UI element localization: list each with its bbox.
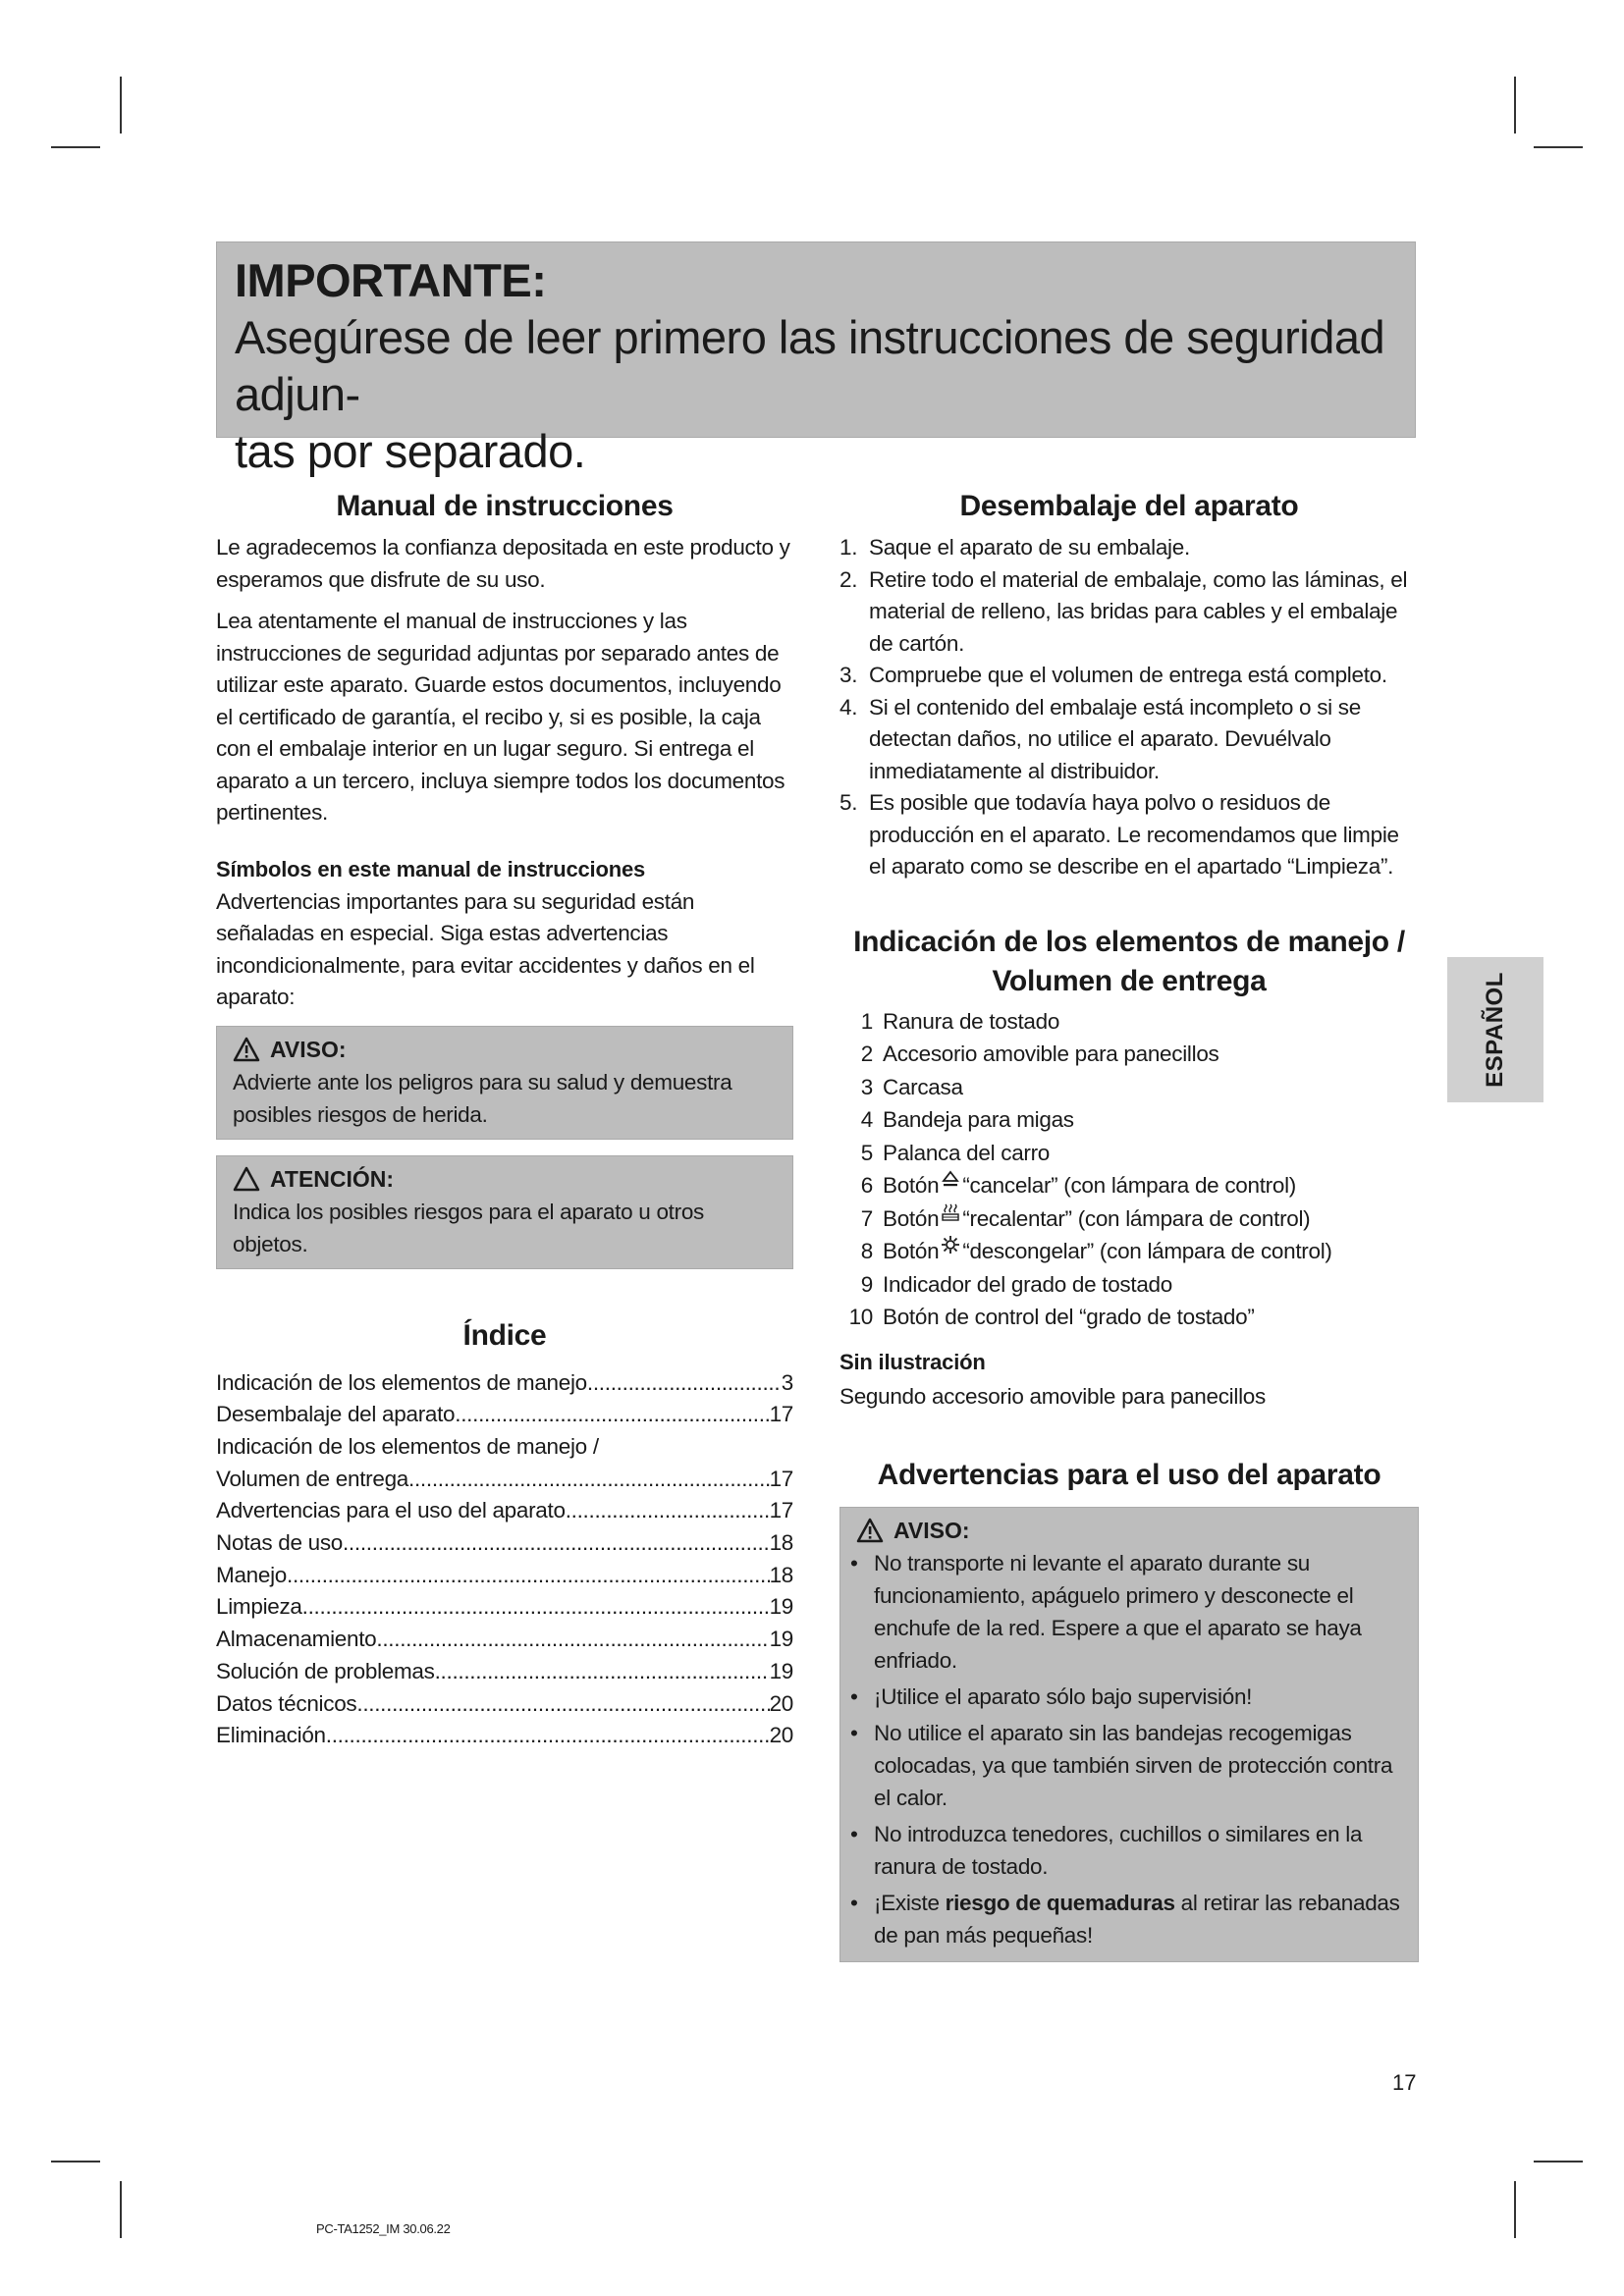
toc-row[interactable]: Solución de problemas ..... 19 xyxy=(216,1656,793,1688)
crop-mark xyxy=(1534,146,1583,148)
toc-row[interactable]: Datos técnicos ..... 20 xyxy=(216,1688,793,1721)
warnings-box xyxy=(839,1507,1419,1962)
crop-mark xyxy=(120,2181,122,2238)
footer-code: PC-TA1252_IM 30.06.22 xyxy=(316,2221,451,2236)
list-item: 3. Compruebe que el volumen de entrega está completo. xyxy=(839,663,1387,687)
elements-list xyxy=(839,1005,1419,1334)
left-column xyxy=(216,487,793,1752)
symbols-heading: Símbolos en este manual de instrucciones xyxy=(216,856,646,881)
crop-mark xyxy=(120,77,122,133)
crop-mark xyxy=(1514,2181,1516,2238)
index-heading: Índice xyxy=(462,1318,547,1352)
caution-triangle-icon xyxy=(233,1166,260,1192)
toc-row[interactable]: Indicación de los elementos de manejo ..... 3 xyxy=(216,1367,793,1400)
list-item: • No utilice el aparato sin las bandejas recogemigas colocadas, ya que también sirven de protección contra el calor. xyxy=(850,1721,1393,1810)
list-item: • No transporte ni levante el aparato durante su funcionamiento, apáguelo primero y desconecte el enchufe de la red. Espere a que el aparato se haya enfriado. xyxy=(850,1551,1362,1673)
symbols-text: Advertencias importantes para su seguridad están señaladas en especial. Siga estas advertencias incondicionalmente, para evitar accidentes y daños en el aparato: xyxy=(216,888,755,1009)
toc-row[interactable]: Eliminación ..... 20 xyxy=(216,1720,793,1752)
manual-heading: Manual de instrucciones xyxy=(336,490,674,522)
important-banner xyxy=(216,241,1416,477)
language-tab xyxy=(1447,957,1543,1102)
aviso-text: Advierte ante los peligros para su salud y demuestra posibles riesgos de herida. xyxy=(233,1069,732,1127)
crop-mark xyxy=(1514,77,1516,133)
index-list xyxy=(216,1367,793,1752)
reheat-icon xyxy=(941,1202,960,1222)
no-illustration-text: Segundo accesorio amovible para panecillos xyxy=(839,1383,1266,1409)
aviso-title: AVISO: xyxy=(270,1036,347,1062)
list-item: 1. Saque el aparato de su embalaje. xyxy=(839,535,1190,560)
banner-line-1: Asegúrese de leer primero las instrucciones de seguridad adjun- xyxy=(235,311,1385,420)
warnings-aviso-title: AVISO: xyxy=(893,1518,970,1543)
list-item: 8 Botón “descongelar” (con lámpara de control) xyxy=(839,1235,1419,1268)
crop-mark xyxy=(1534,2161,1583,2163)
cancel-eject-icon xyxy=(941,1169,960,1189)
language-tab-label: ESPAÑOL xyxy=(1482,972,1509,1088)
atencion-box xyxy=(216,1155,793,1269)
warning-triangle-icon xyxy=(856,1518,884,1543)
elements-heading-line-1: Indicación de los elementos de manejo / xyxy=(853,925,1405,958)
list-item: 7 Botón “recalentar” (con lámpara de control) xyxy=(839,1202,1419,1236)
toc-wrap-line: Indicación de los elementos de manejo / xyxy=(216,1433,599,1459)
list-item: 9 Indicador del grado de tostado xyxy=(860,1271,1172,1297)
list-item: 4 Bandeja para migas xyxy=(860,1107,1074,1132)
atencion-title: ATENCIÓN: xyxy=(270,1165,395,1192)
list-item: 6 Botón “cancelar” (con lámpara de control) xyxy=(839,1169,1419,1202)
list-item: • ¡Utilice el aparato sólo bajo supervisión! xyxy=(850,1684,1253,1709)
banner-title: IMPORTANTE: xyxy=(235,254,547,306)
manual-body: Lea atentamente el manual de instrucciones y las instrucciones de seguridad adjuntas por separado antes de utilizar este aparato. Guarde estos documentos, incluyendo el certificado de garantía, el recibo y, si es posible, la caja con el embalaje interior en un lugar seguro. Si entrega el aparato a un tercero, incluya siempre todos los documentos pertinentes. xyxy=(216,609,785,825)
aviso-box xyxy=(216,1026,793,1140)
crop-mark xyxy=(51,146,100,148)
no-illustration-heading: Sin ilustración xyxy=(839,1349,986,1374)
list-item: 5 Palanca del carro xyxy=(860,1140,1051,1165)
list-item: • ¡Existe riesgo de quemaduras al retirar las rebanadas de pan más pequeñas! xyxy=(850,1891,1400,1948)
defrost-icon xyxy=(941,1235,960,1255)
page-number: 17 xyxy=(1392,2070,1417,2095)
toc-row[interactable]: Limpieza ..... 19 xyxy=(216,1591,793,1624)
list-item: 1 Ranura de tostado xyxy=(860,1008,1060,1034)
manual-intro: Le agradecemos la confianza depositada en este producto y esperamos que disfrute de su uso. xyxy=(216,535,790,592)
right-column xyxy=(839,487,1419,1962)
warnings-list xyxy=(850,1547,1408,1951)
list-item: 3 Carcasa xyxy=(860,1074,963,1099)
list-item: 2 Accesorio amovible para panecillos xyxy=(860,1041,1219,1066)
toc-row[interactable]: Volumen de entrega ..... 17 xyxy=(216,1464,793,1496)
warnings-heading: Advertencias para el uso del aparato xyxy=(877,1459,1381,1491)
unpack-heading: Desembalaje del aparato xyxy=(959,490,1299,522)
list-item: 2. Retire todo el material de embalaje, como las láminas, el material de relleno, las bridas para cables y el embalaje de cartón. xyxy=(839,566,1408,656)
toc-row[interactable]: Manejo ..... 18 xyxy=(216,1560,793,1592)
list-item: 5. Es posible que todavía haya polvo o residuos de producción en el aparato. Le recomendamos que limpie el aparato como se describe en el apartado “Limpieza”. xyxy=(839,790,1399,879)
toc-row[interactable]: Advertencias para el uso del aparato ..... 17 xyxy=(216,1495,793,1527)
toc-row[interactable]: Almacenamiento ..... 19 xyxy=(216,1624,793,1656)
elements-heading-line-2: Volumen de entrega xyxy=(992,964,1267,997)
warning-triangle-icon xyxy=(233,1037,260,1062)
toc-row[interactable]: Notas de uso ..... 18 xyxy=(216,1527,793,1560)
list-item: 4. Si el contenido del embalaje está incompleto o si se detectan daños, no utilice el aparato. Devuélvalo inmediatamente al distribuidor. xyxy=(839,694,1361,783)
toc-row[interactable]: Desembalaje del aparato ..... 17 xyxy=(216,1399,793,1431)
atencion-text: Indica los posibles riesgos para el aparato u otros objetos. xyxy=(233,1199,704,1256)
unpack-list xyxy=(839,532,1419,883)
crop-mark xyxy=(51,2161,100,2163)
banner-line-2: tas por separado. xyxy=(235,425,586,477)
list-item: • No introduzca tenedores, cuchillos o similares en la ranura de tostado. xyxy=(850,1822,1363,1879)
list-item: 10 Botón de control del “grado de tostado” xyxy=(848,1305,1255,1329)
